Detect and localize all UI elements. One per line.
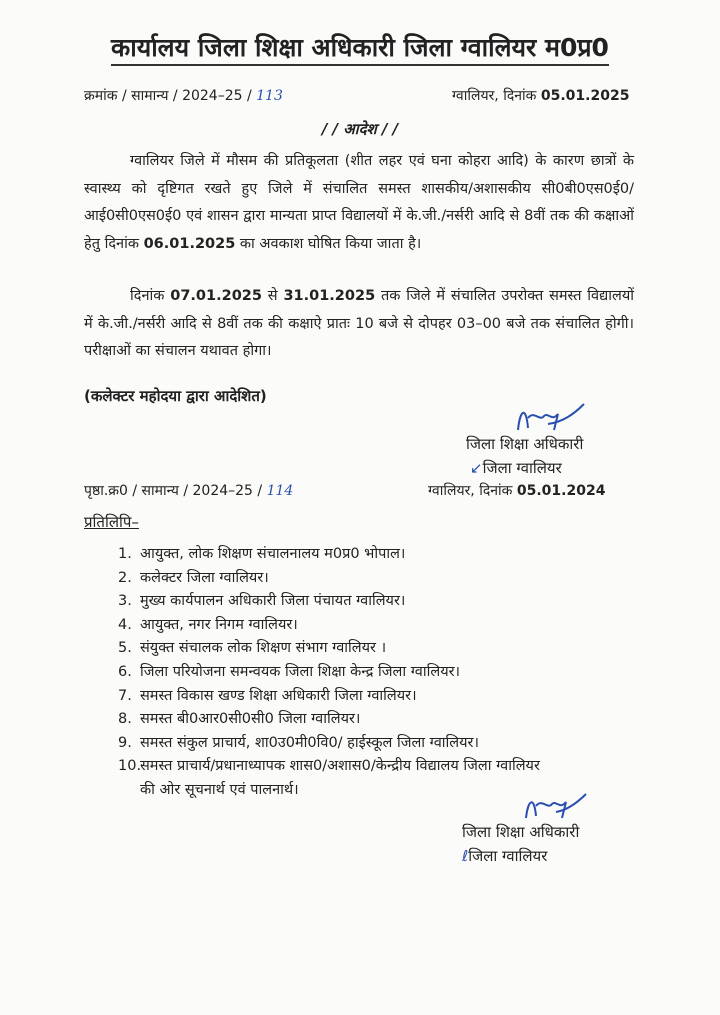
- copy-date-label: ग्वालियर, दिनांक: [428, 483, 513, 499]
- signature-2-district-text: जिला ग्वालियर: [468, 847, 548, 865]
- order-number-handwritten: 113: [256, 88, 283, 104]
- item-text: संयुक्त संचालक लोक शिक्षण संभाग ग्वालियर ।: [140, 640, 387, 657]
- item-number: 7.: [118, 687, 132, 704]
- item-number: 9.: [118, 734, 132, 751]
- item-number: 10.: [118, 758, 142, 775]
- signature-2-designation: जिला शिक्षा अधिकारी: [462, 823, 580, 841]
- tick-mark-icon: ↙: [470, 459, 483, 477]
- collector-note: (कलेक्टर महोदया द्वारा आदेशित): [84, 387, 267, 405]
- date-from: 07.01.2025: [170, 288, 262, 304]
- office-title: [0, 30, 720, 64]
- signature-2-district: [462, 846, 547, 866]
- signature-1-district-text: जिला ग्वालियर: [482, 459, 562, 477]
- paragraph-2-from-to: से: [267, 288, 278, 304]
- copy-recipient-item: [118, 614, 540, 638]
- copy-heading: प्रतिलिपि–: [84, 513, 139, 531]
- copy-recipient-item: [118, 637, 540, 661]
- order-number-prefix: क्रमांक / सामान्य / 2024–25 /: [84, 88, 252, 104]
- item-number: 6.: [118, 663, 132, 680]
- copy-recipient-item: [118, 732, 540, 756]
- copy-recipient-list: [118, 543, 540, 803]
- signature-1-district: [470, 458, 562, 478]
- item-number: 8.: [118, 711, 132, 728]
- item-text: समस्त बी0आर0सी0सी0 जिला ग्वालियर।: [140, 711, 361, 728]
- copy-date-value: 05.01.2024: [516, 483, 606, 499]
- copy-recipient-item: [118, 708, 540, 732]
- copy-recipient-item: [118, 543, 540, 567]
- copy-recipient-item: [118, 755, 540, 779]
- item-text: समस्त संकुल प्राचार्य, शा0उ0मी0वि0/ हाईस्कूल जिला ग्वालियर।: [140, 734, 479, 751]
- item-text: समस्त प्राचार्य/प्रधानाध्यापक शास0/अशास0/केन्द्रीय विद्यालय जिला ग्वालियर: [140, 758, 540, 775]
- order-paragraph-2: [84, 283, 634, 366]
- item-text: जिला परियोजना समन्वयक जिला शिक्षा केन्द्र जिला ग्वालियर।: [140, 663, 461, 680]
- copy-recipient-item: [118, 590, 540, 614]
- paragraph-1-text-end: का अवकाश घोषित किया जाता है।: [239, 235, 422, 252]
- item-text: आयुक्त, नगर निगम ग्वालियर।: [140, 616, 298, 633]
- signature-2-icon: [518, 790, 588, 826]
- paragraph-1-text: ग्वालियर जिले में मौसम की प्रतिकूलता (शीत लहर एवं घना कोहरा आदि) के कारण छात्रों के स्वास्थ्य को दृष्टिगत रखते हुए जिले में संचालित समस्त शासकीय/अशासकीय सी0बी0एस0ई0/आई0सी0एस0ई0 एवं शासन द्वारा मान्यता प्राप्त विद्यालयों में के.जी./नर्सरी आदि से 8वीं तक की कक्षाओं हेतु दिनांक: [84, 153, 634, 252]
- item-text: कलेक्टर जिला ग्वालियर।: [140, 569, 269, 586]
- copy-number-prefix: पृष्ठा.क्र0 / सामान्य / 2024–25 /: [84, 483, 263, 499]
- item-text: समस्त विकास खण्ड शिक्षा अधिकारी जिला ग्वालियर।: [140, 687, 417, 704]
- item-number: 1.: [118, 546, 132, 562]
- order-date-value: 05.01.2025: [540, 88, 630, 104]
- office-title-text: कार्यालय जिला शिक्षा अधिकारी जिला ग्वालियर म0प्र0: [111, 33, 609, 66]
- paragraph-2-text: दिनांक: [130, 288, 165, 304]
- signature-1-designation: जिला शिक्षा अधिकारी: [466, 435, 584, 453]
- item-text: की ओर सूचनार्थ एवं पालनार्थ।: [140, 781, 299, 798]
- copy-number: [84, 481, 293, 500]
- order-heading: / / आदेश / /: [321, 120, 399, 138]
- copy-recipient-item: [118, 661, 540, 685]
- holiday-date: 06.01.2025: [143, 235, 236, 252]
- item-number: 5.: [118, 640, 132, 657]
- tick-mark-icon: ℓ: [462, 847, 469, 865]
- order-date-label: ग्वालियर, दिनांक: [452, 88, 537, 104]
- copy-number-handwritten: 114: [266, 483, 294, 499]
- copy-date: [428, 481, 605, 500]
- item-number: 2.: [118, 569, 132, 586]
- order-date: [452, 86, 629, 105]
- date-to: 31.01.2025: [283, 288, 376, 304]
- order-paragraph-1: [84, 148, 634, 258]
- order-number: [84, 86, 283, 105]
- paragraph-2-text-end: तक जिले में संचालित उपरोक्त समस्त विद्यालयों में के.जी./नर्सरी आदि से 8वीं तक की कक्षाऐ प्रातः 10 बजे से दोपहर 03–00 बजे तक संचालित होगी। परीक्षाओं का संचालन यथावत होगा।: [84, 288, 634, 359]
- copy-recipient-item: [118, 567, 540, 591]
- item-number: 4.: [118, 616, 132, 633]
- item-text: मुख्य कार्यपालन अधिकारी जिला पंचायत ग्वालियर।: [140, 593, 406, 610]
- copy-recipient-item-continuation: [118, 779, 540, 803]
- item-number: 3.: [118, 593, 132, 610]
- copy-recipient-item: [118, 685, 540, 709]
- item-text: आयुक्त, लोक शिक्षण संचालनालय म0प्र0 भोपाल।: [140, 546, 406, 562]
